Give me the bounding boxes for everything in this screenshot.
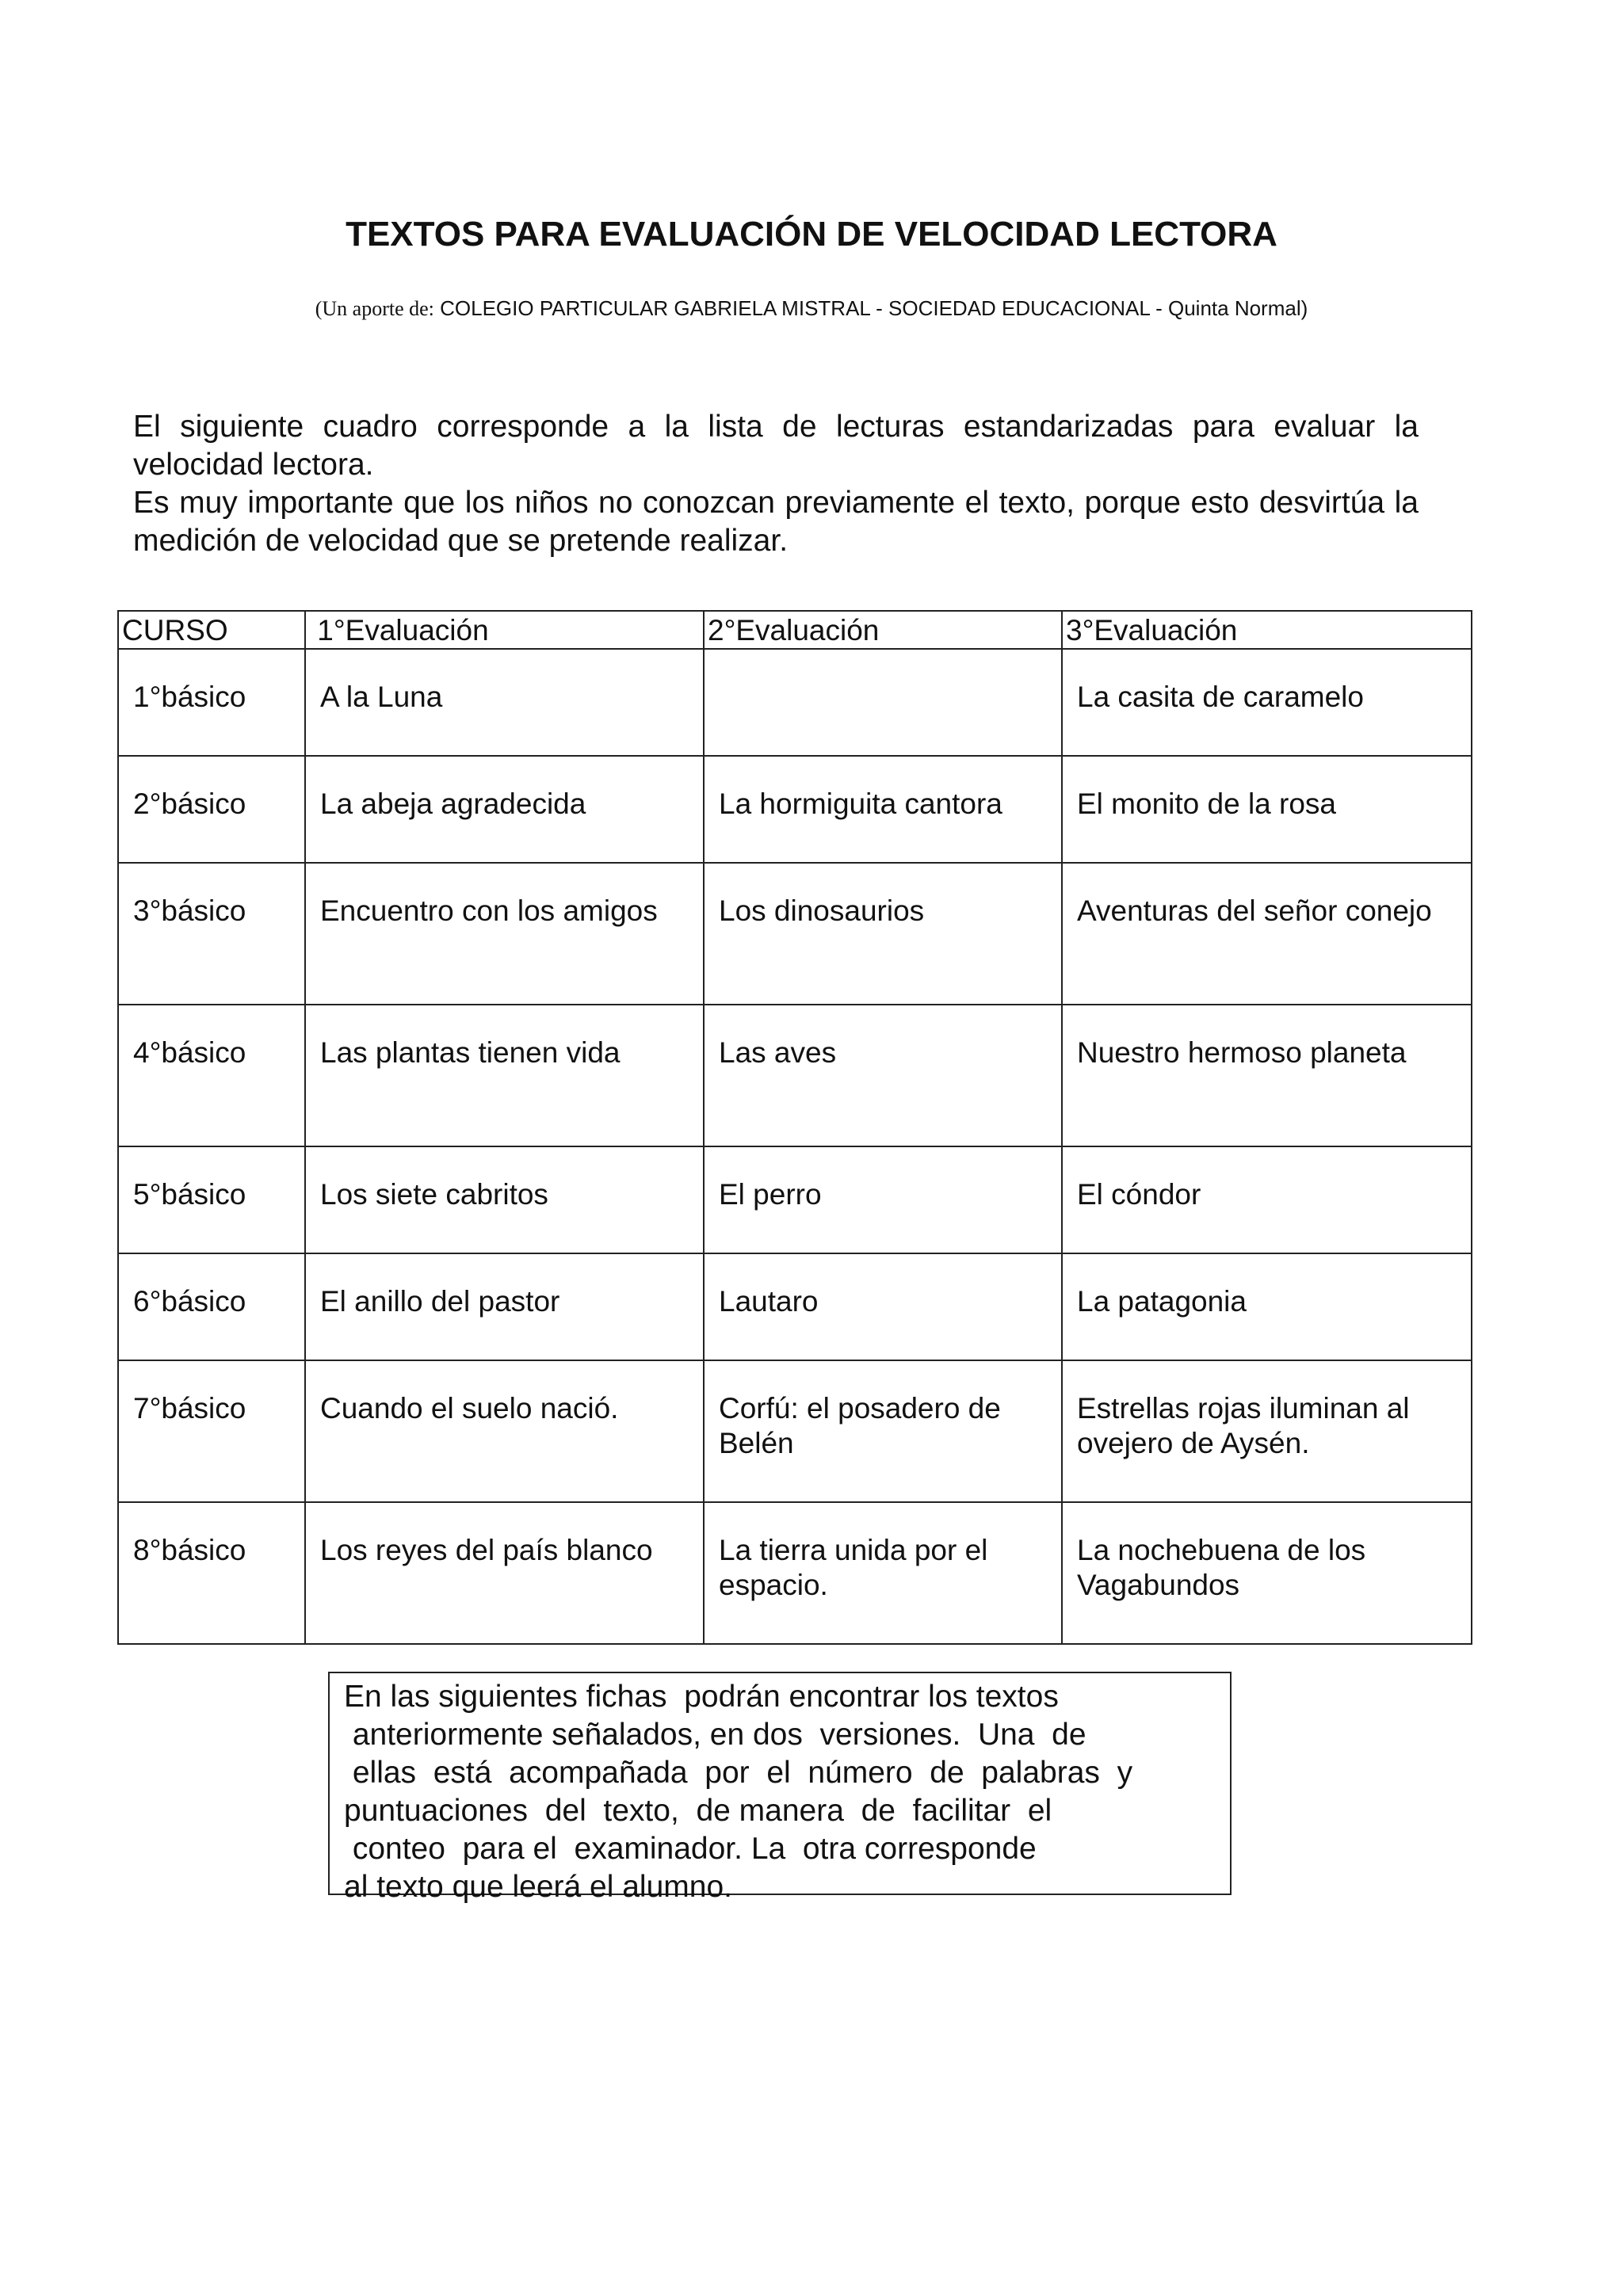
cell-curso: 4°básico (118, 1005, 305, 1146)
cell-curso: 2°básico (118, 756, 305, 863)
notice-line-5: conteo para el examinador. La otra corresponde (344, 1832, 1037, 1866)
header-evaluacion-3: 3°Evaluación (1062, 611, 1472, 649)
notice-box (328, 1672, 1232, 1904)
table-row (118, 1005, 1472, 1146)
table-row (118, 1253, 1472, 1360)
cell-evaluacion-2: Las aves (704, 1005, 1062, 1146)
header-evaluacion-2: 2°Evaluación (704, 611, 1062, 649)
notice-line-3: ellas está acompañada por el número de palabras y (344, 1756, 1133, 1790)
cell-evaluacion-2: Corfú: el posadero de Belén (704, 1360, 1062, 1502)
cell-evaluacion-1: Los siete cabritos (305, 1146, 704, 1253)
cell-evaluacion-2: Los dinosaurios (704, 863, 1062, 1005)
table-row (118, 1502, 1472, 1644)
cell-evaluacion-2: Lautaro (704, 1253, 1062, 1360)
cell-evaluacion-1: El anillo del pastor (305, 1253, 704, 1360)
cell-evaluacion-3: El monito de la rosa (1062, 756, 1472, 863)
cell-curso: 6°básico (118, 1253, 305, 1360)
table-row (118, 756, 1472, 863)
cell-curso: 7°básico (118, 1360, 305, 1502)
notice-line-6: al texto que leerá el alumno. (344, 1870, 732, 1904)
table-row (118, 1360, 1472, 1502)
cell-evaluacion-3: La casita de caramelo (1062, 649, 1472, 756)
cell-curso: 5°básico (118, 1146, 305, 1253)
cell-evaluacion-2: La tierra unida por el espacio. (704, 1502, 1062, 1644)
notice-line-1: En las siguientes fichas podrán encontrar los textos (344, 1680, 1059, 1714)
cell-evaluacion-1: La abeja agradecida (305, 756, 704, 863)
intro-text (133, 408, 1419, 560)
cell-curso: 1°básico (118, 649, 305, 756)
header-evaluacion-1: 1°Evaluación (305, 611, 704, 649)
cell-evaluacion-1: Encuentro con los amigos (305, 863, 704, 1005)
table-header-row (118, 611, 1472, 649)
intro-paragraph-1: El siguiente cuadro corresponde a la lista de lecturas estandarizadas para evaluar la velocidad lectora. (133, 410, 1419, 482)
notice-line-2: anteriormente señalados, en dos versiones. Una de (344, 1718, 1086, 1752)
cell-evaluacion-2: El perro (704, 1146, 1062, 1253)
table-row (118, 863, 1472, 1005)
cell-evaluacion-2: La hormiguita cantora (704, 756, 1062, 863)
subtitle-prefix: (Un aporte de: (315, 297, 434, 320)
cell-evaluacion-3: Estrellas rojas iluminan al ovejero de Aysén. (1062, 1360, 1472, 1502)
readings-table (117, 610, 1472, 1645)
cell-evaluacion-1: A la Luna (305, 649, 704, 756)
cell-evaluacion-3: Nuestro hermoso planeta (1062, 1005, 1472, 1146)
cell-curso: 3°básico (118, 863, 305, 1005)
cell-evaluacion-1: Las plantas tienen vida (305, 1005, 704, 1146)
subtitle-source: COLEGIO PARTICULAR GABRIELA MISTRAL - SOCIEDAD EDUCACIONAL - Quinta Normal) (433, 296, 1308, 320)
cell-evaluacion-3: La patagonia (1062, 1253, 1472, 1360)
table-row (118, 1146, 1472, 1253)
cell-evaluacion-3: El cóndor (1062, 1146, 1472, 1253)
cell-evaluacion-3: La nochebuena de los Vagabundos (1062, 1502, 1472, 1644)
cell-evaluacion-1: Cuando el suelo nació. (305, 1360, 704, 1502)
table-row (118, 649, 1472, 756)
cell-evaluacion-3: Aventuras del señor conejo (1062, 863, 1472, 1005)
notice-line-4: puntuaciones del texto, de manera de facilitar el (344, 1794, 1052, 1828)
cell-evaluacion-2 (704, 649, 1062, 756)
cell-evaluacion-1: Los reyes del país blanco (305, 1502, 704, 1644)
intro-paragraph-2: Es muy importante que los niños no conozcan previamente el texto, porque esto desvirtúa la medición de velocidad que se pretende realizar. (133, 486, 1419, 558)
header-curso: CURSO (118, 611, 305, 649)
document-title: TEXTOS PARA EVALUACIÓN DE VELOCIDAD LECTORA (346, 215, 1277, 254)
document-subtitle (0, 295, 1623, 322)
cell-curso: 8°básico (118, 1502, 305, 1644)
